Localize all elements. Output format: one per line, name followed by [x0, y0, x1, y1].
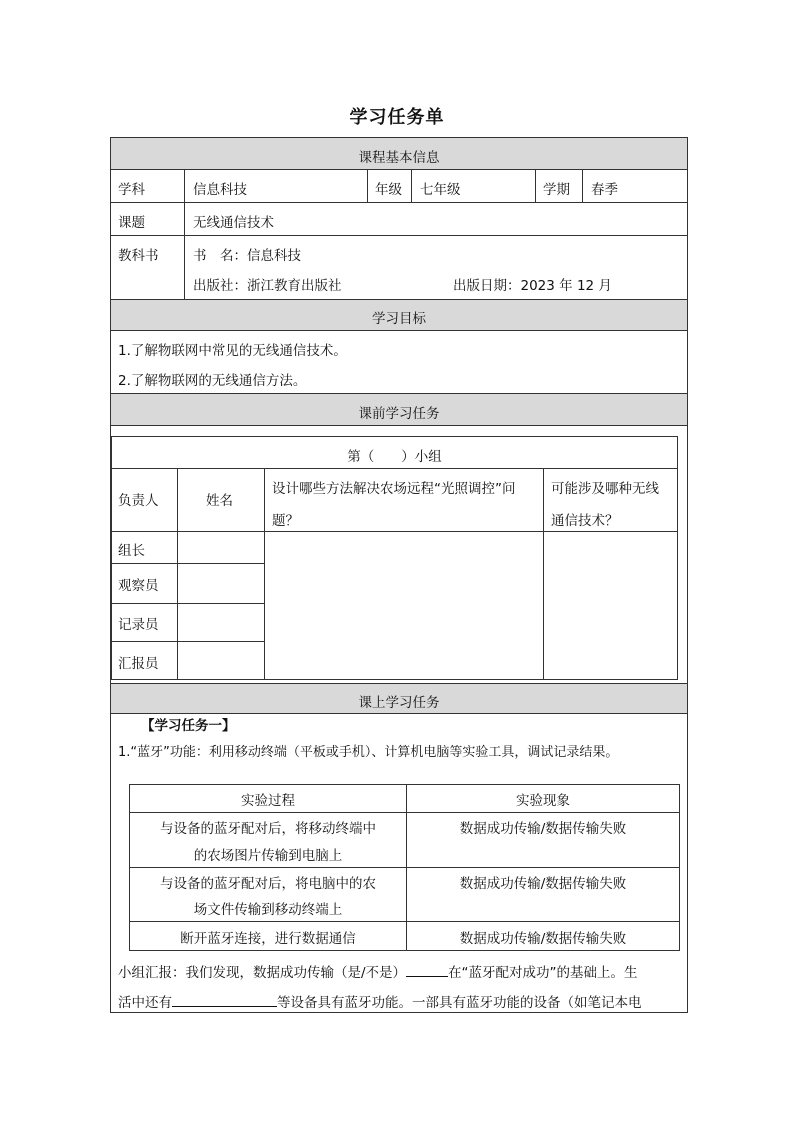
group-table: [111, 436, 678, 680]
publish-date: 出版日期：2023 年 12 月: [453, 278, 612, 294]
role-observer: 观察员: [118, 578, 159, 594]
group-title: 第（ ）小组: [347, 449, 442, 465]
process-row2-line2: 场文件传输到移动终端上: [193, 902, 343, 918]
divider: [130, 921, 679, 922]
answer-blank[interactable]: [172, 992, 277, 1007]
col-question-header-line2: 题？: [272, 513, 299, 529]
summary-text-4: 等设备具有蓝牙功能。一部具有蓝牙功能的设备（如笔记本电: [277, 995, 642, 1011]
subject-label: 学科: [118, 182, 145, 198]
section-objectives: [111, 300, 687, 331]
section-basic-info-label: 课程基本信息: [358, 150, 440, 166]
divider: [112, 468, 677, 469]
col-tech-header-line1: 可能涉及哪种无线: [551, 481, 659, 497]
role-reporter: 汇报员: [118, 656, 159, 672]
process-row1-line1: 与设备的蓝牙配对后，将移动终端中: [160, 821, 376, 837]
term-label-cell: [536, 170, 583, 202]
term-label: 学期: [543, 182, 570, 198]
subject-label-cell: [111, 170, 185, 202]
task-sheet-table: [110, 137, 688, 1013]
textbook-label: 教科书: [118, 248, 159, 264]
answer-blank[interactable]: [406, 962, 448, 977]
section-in-class-label: 课上学习任务: [358, 695, 440, 711]
topic-row: [111, 203, 687, 236]
divider: [130, 867, 679, 868]
topic-label-cell: [111, 203, 185, 235]
col-tech-header-line2: 通信技术？: [551, 513, 619, 529]
summary-line2: [118, 991, 642, 1011]
section-basic-info: [111, 138, 687, 170]
divider: [112, 531, 677, 532]
section-pre-class: [111, 394, 687, 426]
subject-value-cell: [185, 170, 368, 202]
col-question-header-line1: 设计哪些方法解决农场远程“光照调控”问: [272, 481, 516, 497]
grade-label: 年级: [375, 182, 402, 198]
observation-row3: 数据成功传输/数据传输失败: [459, 931, 627, 947]
document-title: 学习任务单: [349, 107, 445, 128]
experiment-table: [129, 784, 680, 951]
topic-label: 课题: [118, 215, 145, 231]
section-pre-class-label: 课前学习任务: [358, 406, 440, 422]
textbook-row: [111, 236, 687, 300]
divider: [112, 641, 264, 642]
subject-value: 信息科技: [193, 182, 247, 198]
divider: [130, 812, 679, 813]
observation-row2: 数据成功传输/数据传输失败: [459, 876, 627, 892]
role-recorder: 记录员: [118, 617, 159, 633]
section-in-class: [111, 683, 687, 714]
basic-info-row: [111, 170, 687, 203]
col-observation-header: 实验现象: [516, 793, 570, 809]
summary-text-2: 在“蓝牙配对成功”的基础上。生: [448, 965, 638, 981]
divider: [264, 468, 265, 680]
objective-item: 1.了解物联网中常见的无线通信技术。: [118, 343, 347, 359]
section-objectives-label: 学习目标: [372, 311, 426, 327]
grade-label-cell: [368, 170, 412, 202]
process-row2-line1: 与设备的蓝牙配对后，将电脑中的农: [160, 876, 376, 892]
role-leader: 组长: [118, 543, 145, 559]
divider: [177, 468, 178, 680]
col-role-header: 负责人: [118, 493, 159, 509]
textbook-label-cell: [111, 236, 185, 299]
grade-value-cell: [412, 170, 536, 202]
book-name: 书 名：信息科技: [193, 248, 301, 264]
summary-text-3: 活中还有: [118, 995, 172, 1011]
task1-heading: 【学习任务一】: [141, 718, 236, 734]
divider: [543, 468, 544, 680]
col-process-header: 实验过程: [241, 793, 295, 809]
topic-value: 无线通信技术: [193, 215, 274, 231]
objectives-row: [111, 331, 687, 394]
objective-item: 2.了解物联网的无线通信方法。: [118, 373, 307, 389]
term-value: 春季: [591, 182, 618, 198]
process-row1-line2: 的农场图片传输到电脑上: [193, 848, 343, 864]
process-row3: 断开蓝牙连接，进行数据通信: [180, 931, 356, 947]
divider: [112, 563, 264, 564]
divider: [112, 603, 264, 604]
summary-text-1: 小组汇报：我们发现，数据成功传输（是/不是）: [118, 965, 407, 981]
col-name-header: 姓名: [206, 493, 233, 509]
observation-row1: 数据成功传输/数据传输失败: [459, 821, 627, 837]
grade-value: 七年级: [420, 182, 461, 198]
summary-line1: [118, 961, 638, 981]
task1-intro: 1.“蓝牙”功能：利用移动终端（平板或手机）、计算机电脑等实验工具，调试记录结果。: [118, 745, 619, 760]
publisher: 出版社：浙江教育出版社: [193, 278, 342, 294]
